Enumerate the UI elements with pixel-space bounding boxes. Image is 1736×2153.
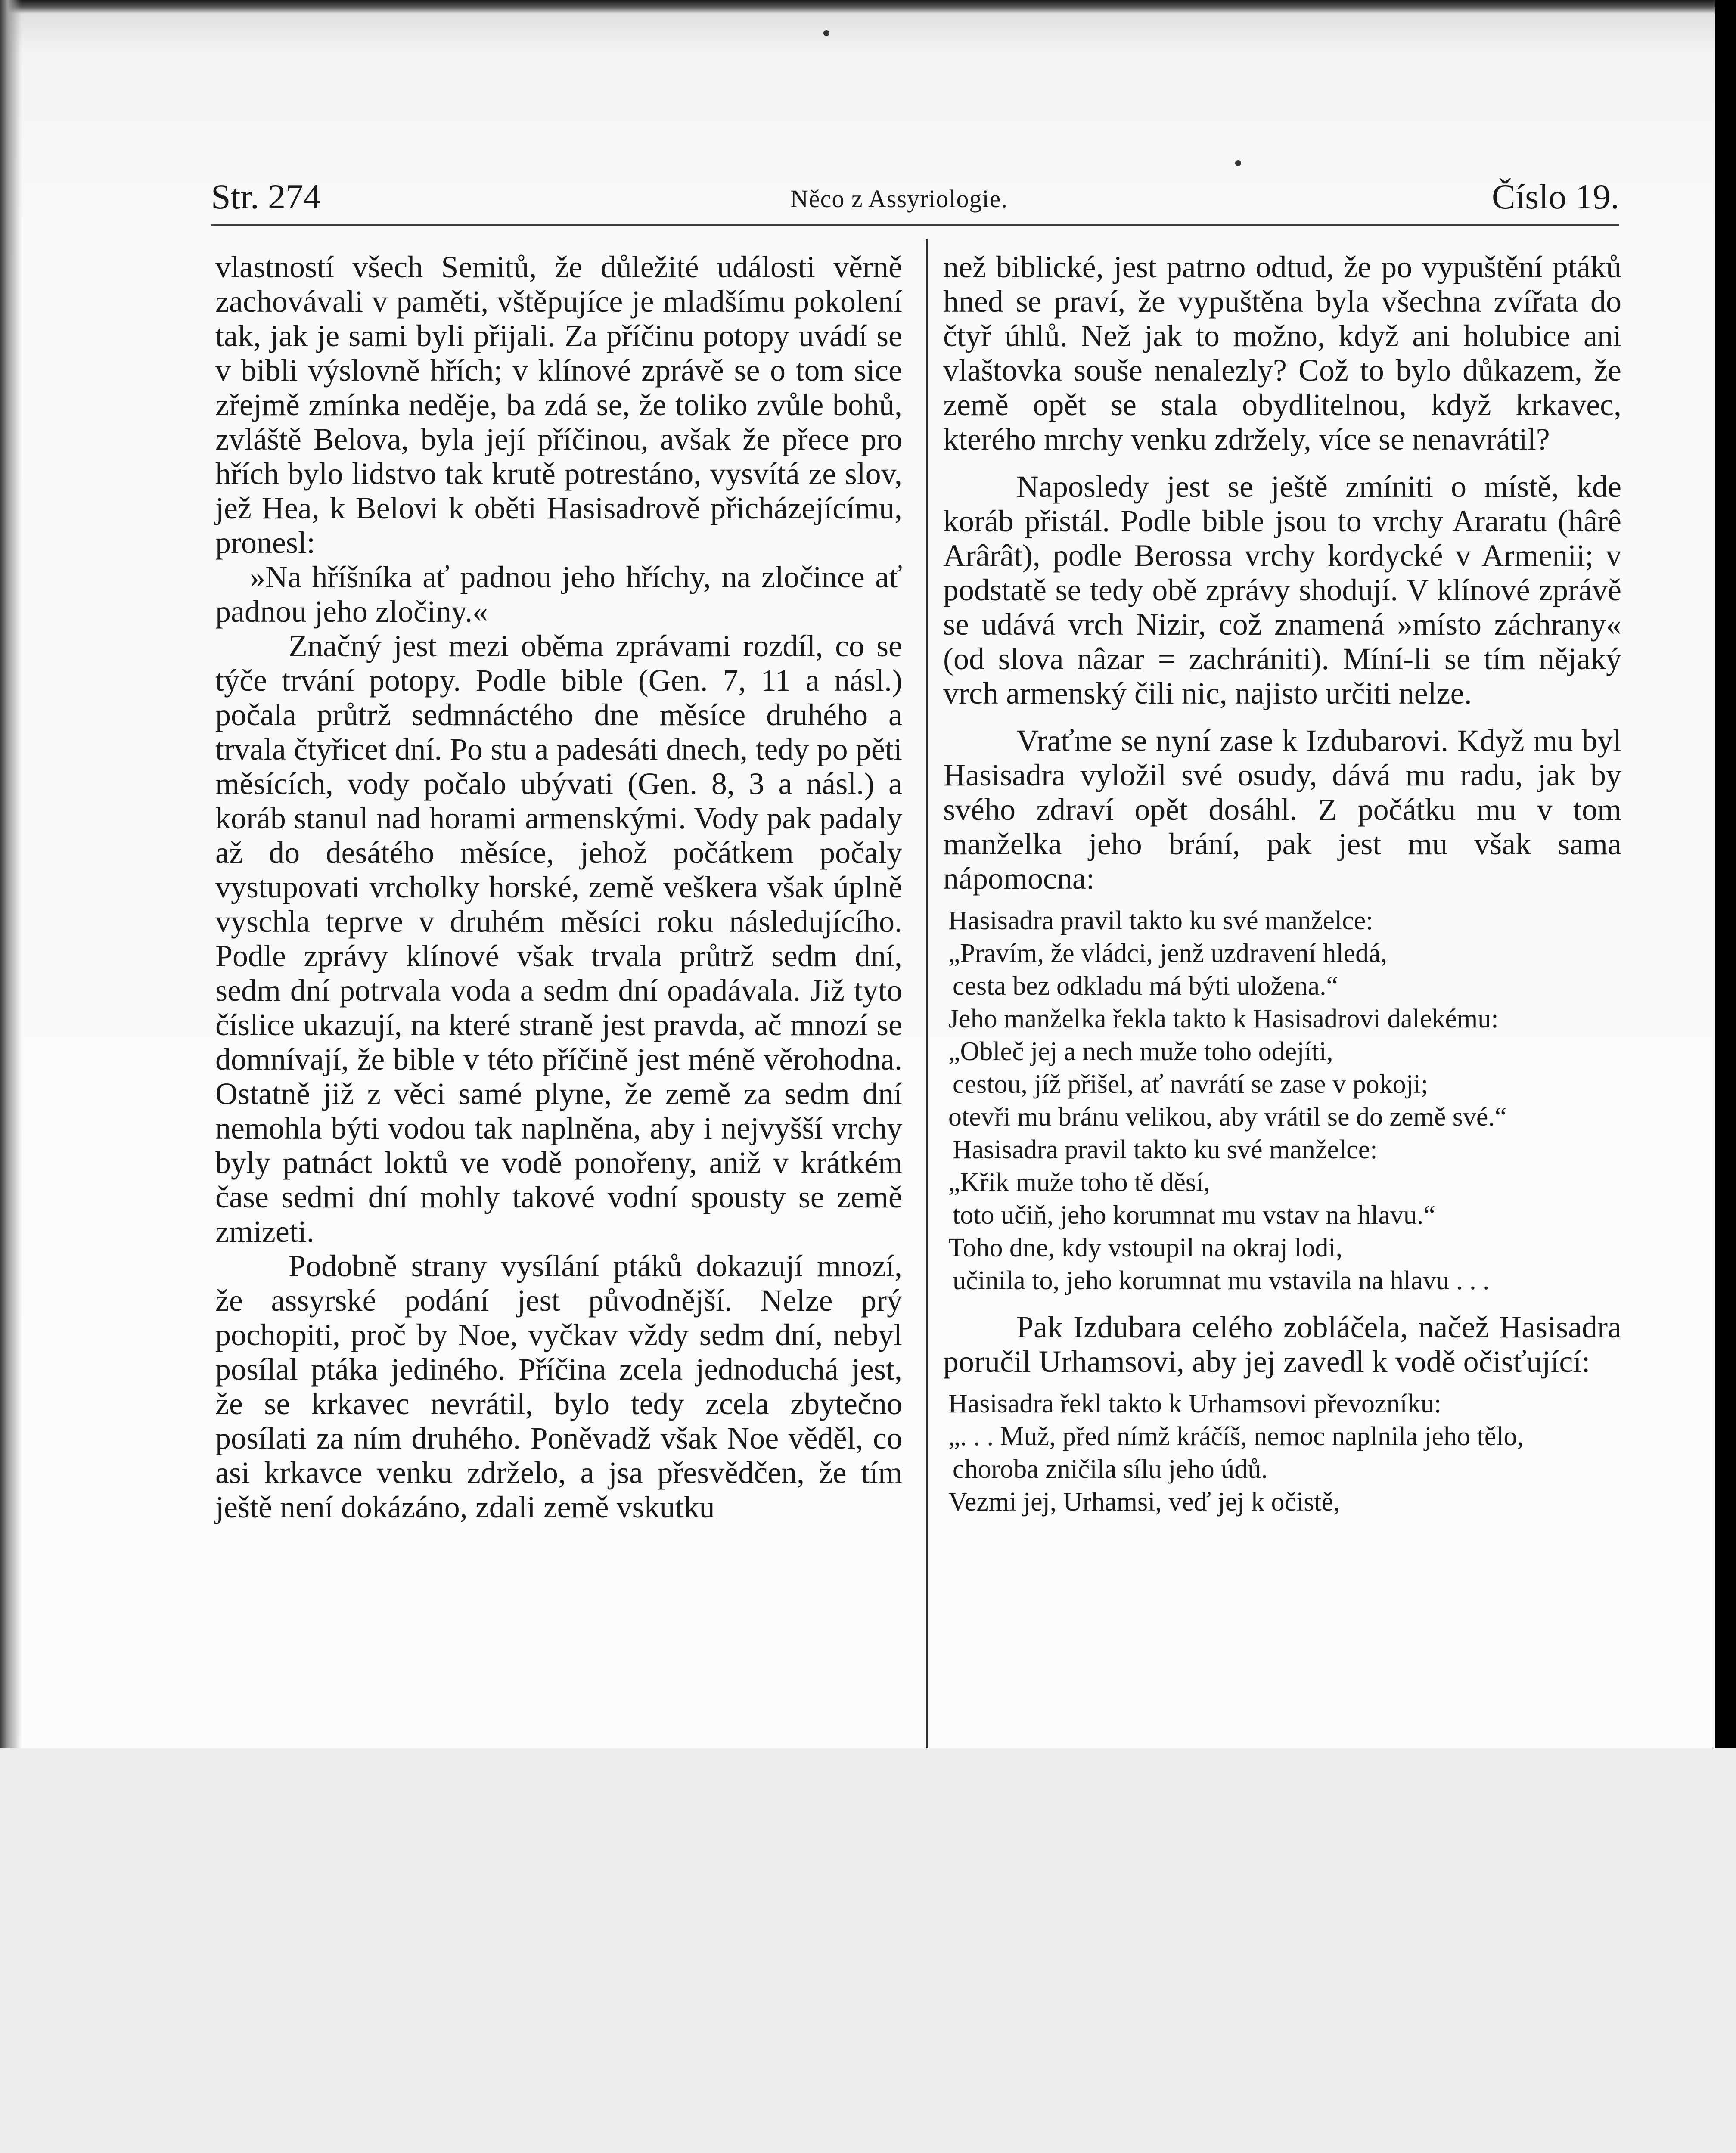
verse-line: cesta bez odkladu má býti uložena.“	[953, 971, 1338, 1001]
verse-line: Hasisadra pravil takto ku své manželce:	[948, 906, 1373, 935]
verse-block	[948, 1387, 1621, 1518]
column-divider	[926, 239, 928, 1748]
scan-right-edge	[1715, 0, 1736, 1748]
verse-line: Hasisadra pravil takto ku své manželce:	[953, 1135, 1378, 1164]
verse-line: „Křik muže toho tě děsí,	[948, 1168, 1210, 1197]
verse-block	[948, 904, 1621, 1297]
scan-left-edge	[0, 0, 22, 1748]
verse-line: „. . . Muž, před nímž kráčíš, nemoc naplnila jeho tělo,	[948, 1422, 1524, 1451]
right-column	[943, 250, 1621, 1518]
empty-area-below-scan	[0, 1748, 1736, 2153]
paragraph: než biblické, jest patrno odtud, že po vypuštění ptáků hned se praví, že vypuštěna byla všechna zvířata do čtyř úhlů. Než jak to možno, když ani holubice ani vlaštovka souše nenalezly? Což to bylo důkazem, že země opět se stala obydlitelnou, když krkavec, kterého mrchy venku zdržely, více se nenavrátil?	[943, 250, 1621, 456]
verse-line: „Obleč jej a nech muže toho odejíti,	[948, 1037, 1333, 1066]
quotation: »Na hříšníka ať padnou jeho hříchy, na zločince ať padnou jeho zločiny.«	[215, 560, 902, 629]
verse-line: Vezmi jej, Urhamsi, veď jej k očistě,	[948, 1487, 1340, 1517]
verse-line: „Pravím, že vládci, jenž uzdravení hledá,	[948, 939, 1388, 968]
verse-line: Hasisadra řekl takto k Urhamsovi převozníku:	[948, 1389, 1441, 1418]
paragraph: Vraťme se nyní zase k Izdubarovi. Když mu byl Hasisadra vyložil své osudy, dává mu radu, jak by svého zdraví opět dosáhl. Z počátku mu v tom manželka jeho brání, pak jest mu však sama nápomocna:	[943, 723, 1621, 896]
verse-line: Toho dne, kdy vstoupil na okraj lodi,	[948, 1233, 1343, 1263]
running-title: Něco z Assyriologie.	[790, 185, 1008, 213]
scan-speck	[823, 30, 829, 36]
scan-speck	[1235, 160, 1241, 166]
page-number: Str. 274	[211, 177, 321, 216]
paragraph: Naposledy jest se ještě zmíniti o místě, kde koráb přistál. Podle bible jsou to vrchy Araratu (hârê Arârât), podle Berossa vrchy kordycké v Armenii; v podstatě se tedy obě zprávy shodují. V klínové zprávě se udává vrch Nizir, což znamená »místo záchrany« (od slova nâzar = zachrániti). Míní-li se tím nějaký vrch armenský čili nic, najisto určiti nelze.	[943, 469, 1621, 710]
verse-line: cestou, jíž přišel, ať navrátí se zase v pokoji;	[953, 1070, 1429, 1099]
scan-top-edge	[0, 0, 1736, 14]
paragraph: Pak Izdubara celého zobláčela, načež Hasisadra poručil Urhamsovi, aby jej zavedl k vodě očisťující:	[943, 1310, 1621, 1379]
paragraph: Podobně strany vysílání ptáků dokazují mnozí, že assyrské podání jest původnější. Nelze prý pochopiti, proč by Noe, vyčkav vždy sedm dní, nebyl posílal ptáka jediného. Příčina zcela jednoduchá jest, že se krkavec nevrátil, bylo tedy zcela zbytečno posílati za ním druhého. Poněvadž však Noe věděl, co asi krkavce venku zdrželo, a jsa přesvědčen, že tím ještě není dokázáno, zdali země vskutku	[215, 1249, 902, 1524]
verse-line: Jeho manželka řekla takto k Hasisadrovi dalekému:	[948, 1004, 1499, 1033]
left-column	[215, 250, 902, 1524]
paragraph: vlastností všech Semitů, že důležité události věrně zachovávali v paměti, vštěpujíce je mladšímu pokolení tak, jak je sami byli přijali. Za příčinu potopy uvádí se v bibli výslovně hřích; v klínové zprávě se o tom sice zřejmě zmínka neděje, ba zdá se, že toliko zvůle bohů, zvláště Belova, byla její příčinou, avšak že přece pro hřích bylo lidstvo tak krutě potrestáno, vysvítá ze slov, jež Hea, k Belovi k oběti Hasisadrově přicházejícímu, pronesl:	[215, 250, 902, 560]
verse-line: otevři mu bránu velikou, aby vrátil se do země své.“	[948, 1102, 1507, 1132]
verse-line: učinila to, jeho korumnat mu vstavila na hlavu . . .	[953, 1266, 1490, 1295]
verse-line: choroba zničila sílu jeho údů.	[953, 1455, 1268, 1484]
issue-number: Číslo 19.	[1491, 177, 1619, 216]
paragraph: Značný jest mezi oběma zprávami rozdíl, co se týče trvání potopy. Podle bible (Gen. 7, 11 a násl.) počala průtrž sedmnáctého dne měsíce druhého a trvala čtyřicet dní. Po stu a padesáti dnech, tedy po pěti měsících, vody počalo ubývati (Gen. 8, 3 a násl.) a koráb stanul nad horami armenskými. Vody pak padaly až do desátého měsíce, jehož počátkem počaly vystupovati vrcholky horské, země veškera však úplně vyschla teprve v druhém měsíci roku následujícího. Podle zprávy klínové však trvala průtrž sedm dní, sedm dní potrvala voda a sedm dní opadávala. Již tyto číslice ukazují, na které straně jest pravda, ač mnozí se domnívají, že bible v této příčině jest méně věrohodna. Ostatně již z věci samé plyne, že země za sedm dní nemohla býti vodou tak naplněna, aby i nejvyšší vrchy byly patnáct loktů ve vodě ponořeny, aniž v krátkém čase sedmi dní mohly takové vodní spousty se země zmizeti.	[215, 629, 902, 1249]
verse-line: toto učiň, jeho korumnat mu vstav na hlavu.“	[953, 1201, 1435, 1230]
page-header	[211, 177, 1619, 226]
